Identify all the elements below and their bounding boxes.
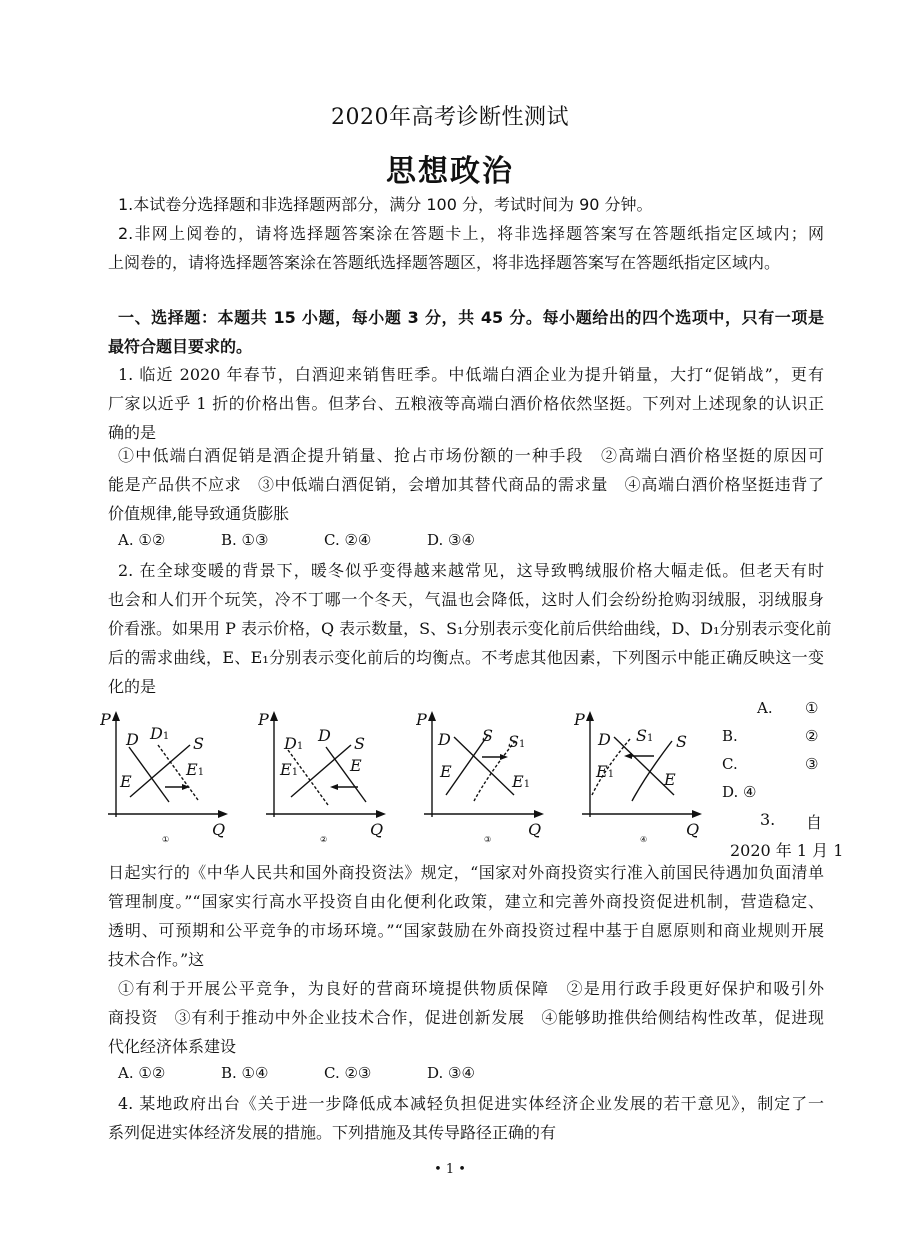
figure-4 — [574, 705, 734, 855]
q1-option-d[interactable]: D. ③④ — [427, 531, 475, 549]
q4-line: 4. 某地政府出台《关于进一步降低成本减轻负担促进实体经济企业发展的若干意见》，制定了一 — [118, 1094, 824, 1113]
q3-line: 技术合作。”这 — [108, 950, 205, 969]
svg-text:Q: Q — [528, 820, 542, 839]
q2-line: 后的需求曲线，E、E₁分别表示变化前后的均衡点。不考虑其他因素，下列图示中能正确反映这一变 — [108, 648, 824, 667]
e-label: E — [120, 772, 132, 791]
q3-line: 管理制度。”“国家实行高水平投资自由化便利化政策，建立和完善外商投资促进机制，营造稳定、 — [108, 892, 824, 911]
e1-label: E1 — [186, 760, 205, 779]
section-heading: 一、选择题：本题共 15 小题，每小题 3 分，共 45 分。每小题给出的四个选项中，只有一项是 — [118, 308, 824, 327]
q3-statement: 商投资 ③有利于推动中外企业技术合作，促进创新发展 ④能够助推供给侧结构性改革，促进现 — [108, 1008, 824, 1027]
demand-curve — [454, 737, 514, 795]
q2-option-a-letter[interactable]: A. — [757, 699, 773, 717]
svg-text:E1: E1 — [596, 762, 615, 781]
q2-option-b-letter[interactable]: B. — [722, 727, 738, 745]
svg-text:Q: Q — [370, 820, 384, 839]
q1-option-a[interactable]: A. ①② — [118, 531, 166, 549]
q3-number: 3. — [760, 810, 776, 829]
q3-head-date: 2020 年 1 月 1 — [730, 841, 844, 860]
q3-option-b[interactable]: B. ①④ — [221, 1064, 269, 1082]
q1-option-b[interactable]: B. ①③ — [221, 531, 269, 549]
q1-line: 1. 临近 2020 年春节，白酒迎来销售旺季。中低端白酒企业为提升销量，大打“促销战”，更有 — [118, 365, 824, 384]
q2-option-b-value[interactable]: ② — [805, 727, 819, 745]
q3-options — [118, 1059, 530, 1088]
svg-text:③: ③ — [484, 835, 492, 844]
q2-line: 价看涨。如果用 P 表示价格，Q 表示数量，S、S₁分别表示变化前后供给曲线，D、D₁分别表示变化前 — [108, 619, 832, 638]
q2-line: 2. 在全球变暖的背景下，暖冬似乎变得越来越常见，这导致鸭绒服价格大幅走低。但老天有时 — [118, 561, 824, 580]
svg-text:S: S — [482, 726, 493, 745]
q1-statement: ①中低端白酒促销是酒企提升销量、抢占市场份额的一种手段 ②高端白酒价格坚挺的原因可 — [118, 446, 824, 465]
q2-option-a-value[interactable]: ① — [805, 699, 819, 717]
figure-2 — [258, 705, 418, 855]
svg-text:E: E — [350, 756, 362, 775]
q-label: Q — [212, 820, 226, 839]
svg-text:D: D — [318, 726, 331, 745]
svg-text:P: P — [416, 710, 427, 729]
q4-line: 系列促进实体经济发展的措施。下列措施及其传导路径正确的有 — [108, 1123, 557, 1142]
figure-1 — [100, 705, 260, 855]
svg-text:P: P — [258, 710, 269, 729]
p-axis-arrow — [112, 711, 120, 721]
q2-line: 化的是 — [108, 677, 157, 696]
shift-arrowhead — [182, 784, 190, 790]
q3-option-d[interactable]: D. ③④ — [427, 1064, 475, 1082]
svg-text:Q: Q — [686, 820, 700, 839]
svg-text:E1: E1 — [280, 760, 299, 779]
q2-option-d[interactable]: D. ④ — [722, 783, 757, 801]
svg-text:S1: S1 — [636, 726, 654, 745]
figure-number: ① — [162, 835, 170, 844]
svg-text:D1: D1 — [284, 734, 304, 753]
svg-text:E1: E1 — [512, 772, 531, 791]
exam-title: 2020年高考诊断性测试 — [331, 105, 569, 130]
q1-statement: 能是产品供不应求 ③中低端白酒促销，会增加其替代商品的需求量 ④高端白酒价格坚挺违背了 — [108, 475, 824, 494]
d1-label: D1 — [150, 724, 170, 743]
demand-curve — [129, 747, 169, 802]
q3-head-word: 自 — [806, 813, 823, 832]
p-label: P — [100, 710, 111, 729]
instruction-2-cont: 上阅卷的，请将选择题答案涂在答题纸选择题答题区，将非选择题答案写在答题纸指定区域内。 — [108, 253, 781, 272]
svg-text:D: D — [438, 730, 451, 749]
q3-statement: 代化经济体系建设 — [108, 1037, 237, 1056]
section-heading-cont: 最符合题目要求的。 — [108, 337, 253, 356]
q1-options — [118, 526, 530, 555]
svg-text:S1: S1 — [508, 732, 526, 751]
supply-demand-figures — [100, 705, 720, 855]
instruction-1: 1.本试卷分选择题和非选择题两部分，满分 100 分，考试时间为 90 分钟。 — [118, 195, 653, 214]
q-axis-arrow — [218, 810, 228, 818]
svg-text:D: D — [598, 730, 611, 749]
q3-line: 日起实行的《中华人民共和国外商投资法》规定，“国家对外商投资实行准入前国民待遇加负面清单 — [108, 863, 824, 882]
q3-option-c[interactable]: C. ②③ — [324, 1064, 372, 1082]
q1-line: 确的是 — [108, 423, 157, 442]
s-label: S — [193, 734, 204, 753]
d-label: D — [126, 730, 139, 749]
q1-line: 厂家以近乎 1 折的价格出售。但茅台、五粮液等高端白酒价格依然坚挺。下列对上述现象的认识正 — [108, 394, 824, 413]
svg-text:E: E — [664, 770, 676, 789]
svg-text:④: ④ — [640, 835, 648, 844]
q2-option-c-letter[interactable]: C. — [722, 755, 738, 773]
q1-option-c[interactable]: C. ②④ — [324, 531, 372, 549]
figure-3 — [416, 705, 576, 855]
q3-statement: ①有利于开展公平竞争，为良好的营商环境提供物质保障 ②是用行政手段更好保护和吸引外 — [118, 979, 824, 998]
instruction-2: 2.非网上阅卷的，请将选择题答案涂在答题卡上，将非选择题答案写在答题纸指定区域内；网 — [118, 224, 824, 243]
svg-text:P: P — [574, 710, 585, 729]
q2-line: 也会和人们开个玩笑，冷不丁哪一个冬天，气温也会降低，这时人们会纷纷抢购羽绒服，羽绒服身 — [108, 590, 824, 609]
svg-text:S: S — [354, 734, 365, 753]
svg-text:S: S — [676, 732, 687, 751]
svg-text:E: E — [440, 762, 452, 781]
svg-text:②: ② — [320, 835, 328, 844]
q3-line: 透明、可预期和公平竞争的市场环境。”“国家鼓励在外商投资过程中基于自愿原则和商业规则开展 — [108, 921, 824, 940]
q2-option-c-value[interactable]: ③ — [805, 755, 819, 773]
q1-statement: 价值规律,能导致通货膨胀 — [108, 504, 290, 523]
supply-curve — [291, 745, 351, 797]
exam-subject: 思想政治 — [386, 154, 514, 189]
page-number: • 1 • — [434, 1162, 466, 1177]
q3-option-a[interactable]: A. ①② — [118, 1064, 166, 1082]
